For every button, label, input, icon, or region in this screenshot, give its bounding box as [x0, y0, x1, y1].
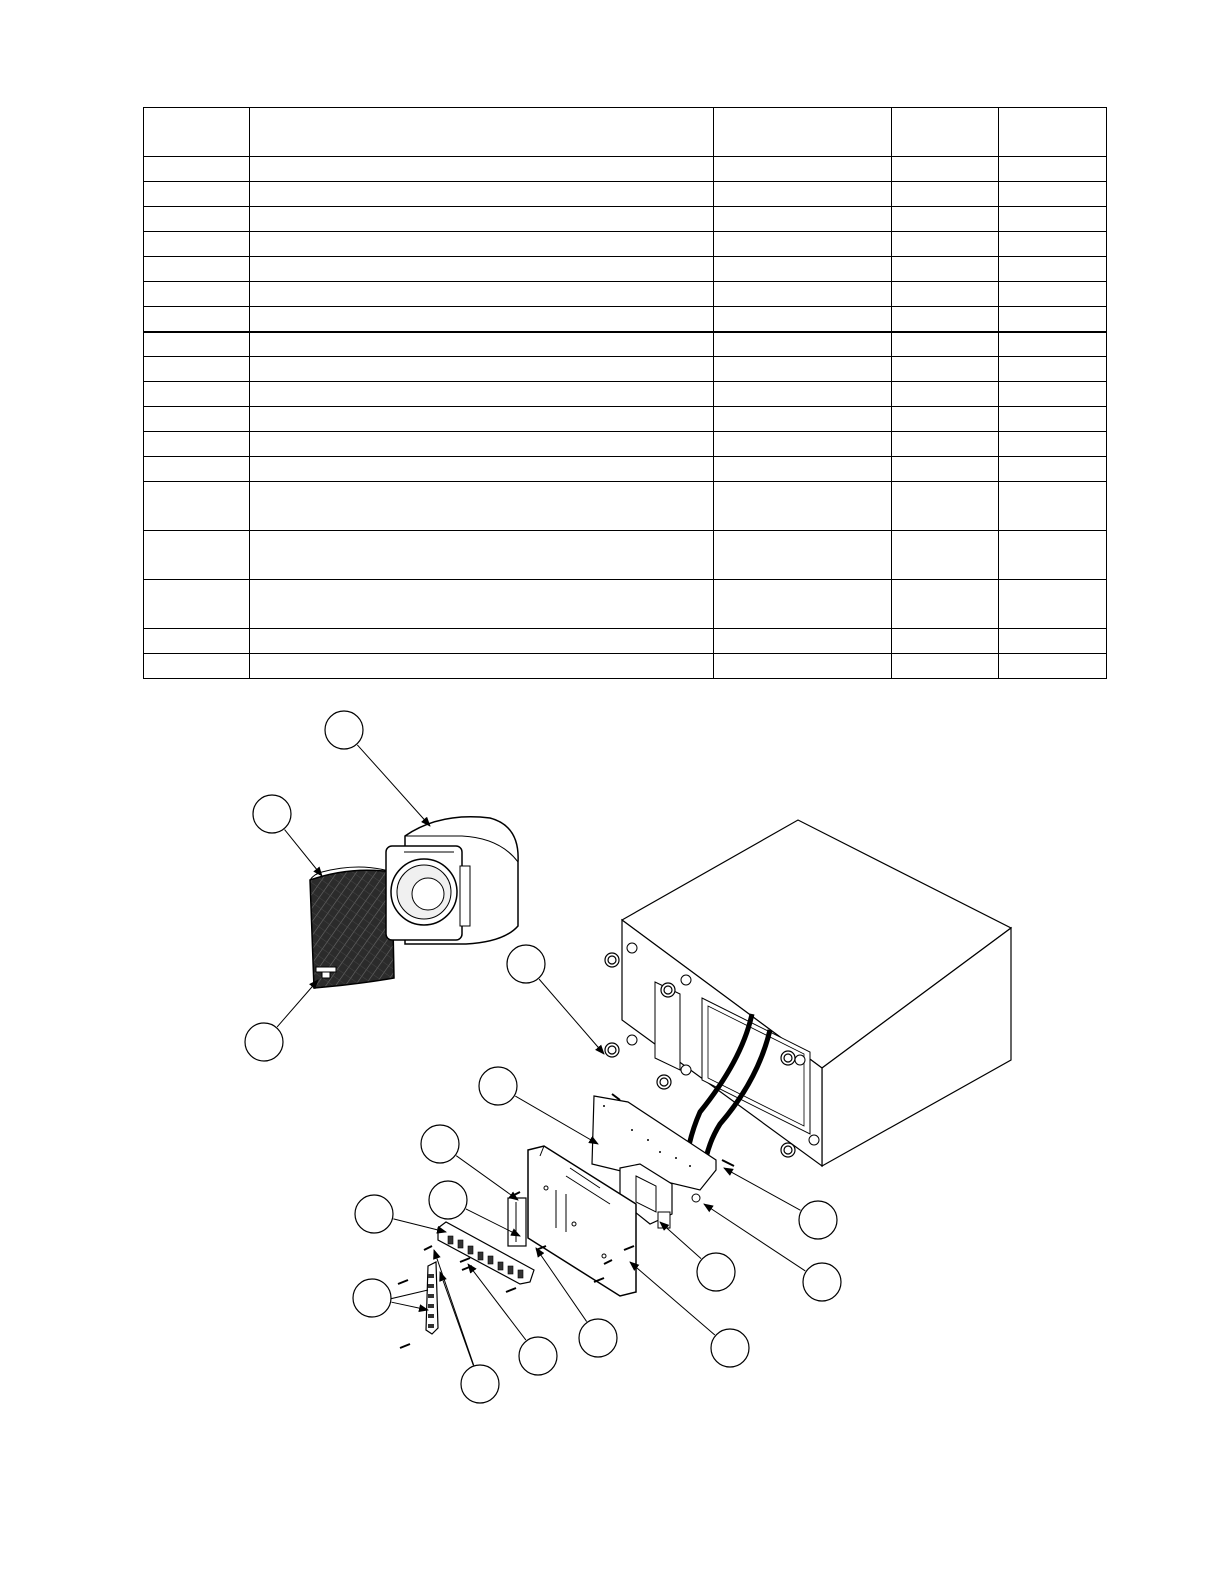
table-cell — [250, 182, 714, 207]
callout-bubble — [507, 945, 545, 983]
header-cell — [714, 108, 892, 157]
speaker-driver-unit — [386, 817, 518, 944]
table-cell — [250, 432, 714, 457]
table-cell — [144, 382, 250, 407]
callout-bubble — [353, 1279, 391, 1317]
callout-bubble — [461, 1365, 499, 1403]
table-cell — [999, 629, 1107, 654]
table-cell — [892, 457, 999, 482]
leader-line — [660, 1222, 701, 1259]
table-cell — [999, 282, 1107, 307]
table-cell — [714, 332, 892, 357]
table-header-row — [144, 108, 1107, 157]
table-row — [144, 182, 1107, 207]
table-cell — [892, 654, 999, 679]
table-cell — [250, 531, 714, 580]
callout-bubble — [253, 795, 291, 833]
table-cell — [144, 407, 250, 432]
callout-bubble — [245, 1023, 283, 1061]
table-row — [144, 257, 1107, 282]
table-cell — [250, 382, 714, 407]
table-row — [144, 357, 1107, 382]
leader-line — [515, 1096, 598, 1144]
table-cell — [999, 157, 1107, 182]
table-cell — [892, 407, 999, 432]
table-cell — [250, 629, 714, 654]
table-cell — [144, 157, 250, 182]
header-cell — [144, 108, 250, 157]
table-cell — [144, 207, 250, 232]
table-row — [144, 232, 1107, 257]
callout-bubble — [429, 1181, 467, 1219]
table-cell — [250, 282, 714, 307]
callout-bubble — [421, 1125, 459, 1163]
table-row — [144, 457, 1107, 482]
table-cell — [892, 432, 999, 457]
table-cell — [999, 432, 1107, 457]
callout-bubble — [799, 1201, 837, 1239]
table-cell — [892, 232, 999, 257]
header-cell — [999, 108, 1107, 157]
table-cell — [144, 432, 250, 457]
table-cell — [144, 232, 250, 257]
callout-bubble — [519, 1337, 557, 1375]
table-cell — [144, 531, 250, 580]
table-cell — [999, 531, 1107, 580]
table-cell — [999, 232, 1107, 257]
table-cell — [892, 382, 999, 407]
table-cell — [714, 531, 892, 580]
table-row — [144, 282, 1107, 307]
leader-line — [392, 1302, 428, 1310]
leader-line — [440, 1272, 473, 1365]
leader-line — [724, 1168, 800, 1210]
table-cell — [714, 232, 892, 257]
table-cell — [892, 157, 999, 182]
table-cell — [250, 307, 714, 332]
table-row — [144, 531, 1107, 580]
table-row — [144, 407, 1107, 432]
table-cell — [892, 580, 999, 629]
table-cell — [999, 407, 1107, 432]
table-cell — [714, 357, 892, 382]
table-cell — [250, 232, 714, 257]
table-cell — [999, 482, 1107, 531]
table-cell — [144, 654, 250, 679]
callout-bubble — [579, 1319, 617, 1357]
table-cell — [999, 257, 1107, 282]
callout-bubble — [325, 711, 363, 749]
table-cell — [714, 407, 892, 432]
parts-table-body — [144, 157, 1107, 679]
table-cell — [714, 482, 892, 531]
table-cell — [250, 654, 714, 679]
table-cell — [250, 207, 714, 232]
table-cell — [144, 182, 250, 207]
table-row — [144, 580, 1107, 629]
table-cell — [714, 207, 892, 232]
table-cell — [999, 207, 1107, 232]
table-row — [144, 629, 1107, 654]
table-cell — [250, 580, 714, 629]
table-cell — [999, 182, 1107, 207]
table-row — [144, 482, 1107, 531]
table-cell — [714, 457, 892, 482]
table-cell — [892, 629, 999, 654]
connector-strip-vertical — [426, 1262, 438, 1334]
cabinet-enclosure — [605, 820, 1011, 1166]
table-cell — [999, 654, 1107, 679]
table-cell — [714, 157, 892, 182]
table-cell — [250, 457, 714, 482]
table-cell — [714, 182, 892, 207]
table-row — [144, 307, 1107, 332]
table-cell — [999, 332, 1107, 357]
parts-list-table — [143, 107, 1107, 679]
table-row — [144, 654, 1107, 679]
table-cell — [999, 357, 1107, 382]
table-cell — [892, 207, 999, 232]
table-cell — [144, 332, 250, 357]
table-cell — [892, 282, 999, 307]
exploded-assembly-diagram — [0, 680, 1224, 1420]
table-cell — [144, 282, 250, 307]
table-cell — [250, 157, 714, 182]
table-cell — [144, 580, 250, 629]
table-cell — [892, 531, 999, 580]
leader-line — [357, 745, 430, 826]
table-cell — [714, 282, 892, 307]
table-cell — [250, 357, 714, 382]
table-cell — [144, 629, 250, 654]
table-cell — [892, 257, 999, 282]
table-cell — [714, 629, 892, 654]
header-cell — [250, 108, 714, 157]
header-cell — [892, 108, 999, 157]
table-cell — [250, 332, 714, 357]
table-cell — [892, 332, 999, 357]
callout-bubble — [711, 1329, 749, 1367]
input-bracket — [508, 1198, 526, 1246]
table-cell — [714, 307, 892, 332]
callout-bubble — [803, 1263, 841, 1301]
table-cell — [999, 457, 1107, 482]
table-cell — [144, 357, 250, 382]
table-cell — [714, 432, 892, 457]
table-row — [144, 157, 1107, 182]
callout-bubble — [355, 1195, 393, 1233]
leader-line — [393, 1219, 446, 1232]
table-cell — [714, 257, 892, 282]
table-cell — [144, 482, 250, 531]
table-cell — [999, 307, 1107, 332]
table-cell — [250, 407, 714, 432]
table-cell — [892, 482, 999, 531]
table-row — [144, 332, 1107, 357]
callout-bubble — [479, 1067, 517, 1105]
table-cell — [714, 382, 892, 407]
callout-bubble — [697, 1253, 735, 1291]
leader-line — [285, 830, 322, 876]
leader-line — [277, 980, 318, 1027]
table-cell — [892, 357, 999, 382]
table-cell — [999, 382, 1107, 407]
table-cell — [714, 580, 892, 629]
table-row — [144, 382, 1107, 407]
table-row — [144, 207, 1107, 232]
speaker-grille — [310, 867, 394, 988]
table-cell — [999, 580, 1107, 629]
table-cell — [714, 654, 892, 679]
table-row — [144, 432, 1107, 457]
table-cell — [144, 307, 250, 332]
table-cell — [892, 182, 999, 207]
table-cell — [250, 257, 714, 282]
table-cell — [250, 482, 714, 531]
table-cell — [892, 307, 999, 332]
leader-line — [539, 979, 604, 1054]
table-cell — [144, 457, 250, 482]
table-cell — [144, 257, 250, 282]
